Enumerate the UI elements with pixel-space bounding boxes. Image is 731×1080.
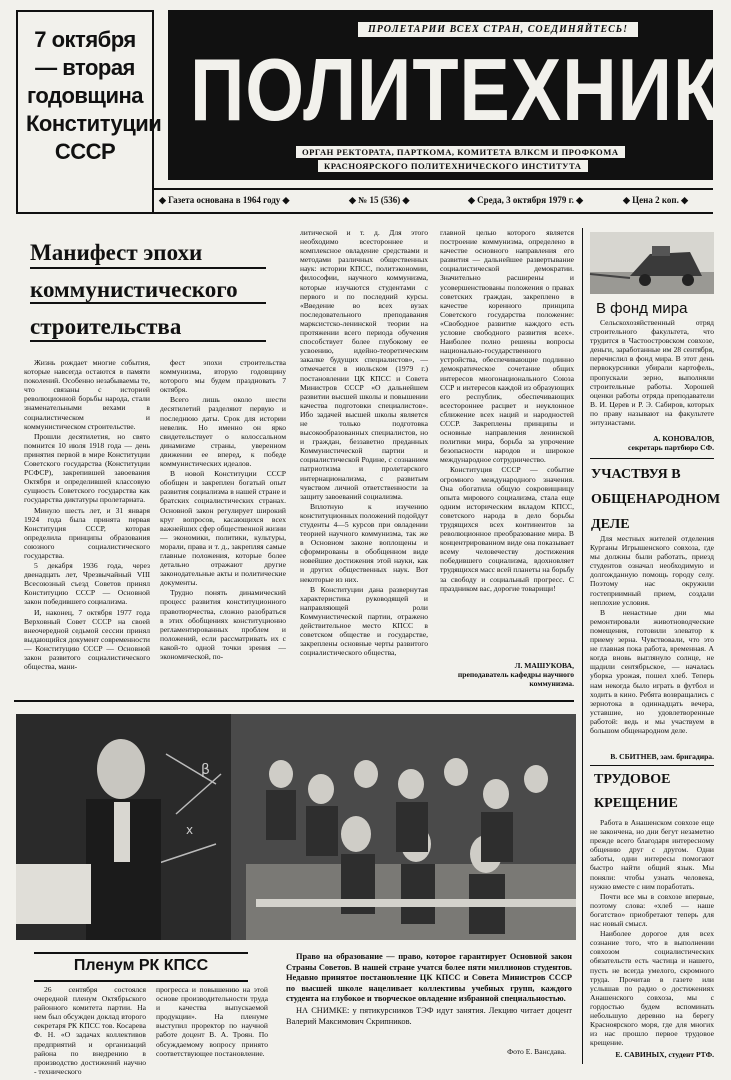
slogan: ПРОЛЕТАРИИ ВСЕХ СТРАН, СОЕДИНЯЙТЕСЬ! xyxy=(358,22,638,37)
infobar-bottom-rule xyxy=(153,212,713,214)
masthead xyxy=(168,10,720,180)
photo-caption-text: Право на образование — право, которое гарантирует Основной закон Страны Советов. В нашей стране учатся более пяти миллионов студентов. Недавно принятое постановление ЦК КПСС и Совета Министров СССР по высшей школе нацеливает коллективы учебных групп, каждого студента на глубокое и творческое овладение избранной специальностью. xyxy=(286,952,572,1004)
common-cause-paragraph: Для местных жителей отделения Курганы Игрышенского совхоза, где мы должны были работать, приезд студентов означал необходимую и долгожданную помощь городу селу. Поэтому нас окружили гостеприимный прием, создали неплохие условия. xyxy=(590,534,714,607)
issue-number: № 15 (536) xyxy=(358,195,401,205)
manifest-paragraph: главной целью которого является построение коммунизма, определено в качестве основного направления его развития — дальнейшее развертывание социалистической демократии. Значительно расширены и усовершенствованы положения о правах советских граждан, закреплено в качестве коренного принципа Советского государства положение: «Свободное развитие каждого есть условие свободного развития всех». Наиболее полно решены вопросы национально-государственного устройства, обеспечивающие подлинно демократическое сочетание общих интересов многонационального Союза ССР и интересов каждой из образующих его республик, обеспечивающих всестороннее расцвет и неуклонное сближение всех наций и народностей СССР. Закреплены принципы и основные направления ленинской политики мира, борьба за упрочение безопасности народов и широкое международное сотрудничество. xyxy=(440,228,574,465)
infobar: ◆ Газета основана в 1964 году ◆ ◆ № 15 (536) ◆ ◆ Среда, 3 октября 1979 г. ◆ ◆ Цена 2 коп. ◆ xyxy=(159,195,689,205)
organ-line-1: ОРГАН РЕКТОРАТА, ПАРТКОМА, КОМИТЕТА ВЛКСМ И ПРОФКОМА xyxy=(296,146,625,158)
plenum-paragraph: 26 сентября состоялся очередной пленум Октябрьского районного комитета партии. На нем был обсужден доклад второго секретаря РК КПСС тов. Косарева Ф. Н. «О задачах коллективов предприятий и организаций района по внедрению в производство достижений научно - технического xyxy=(34,985,146,1076)
photo-credit: Фото Е. Вансдава. xyxy=(507,1047,566,1056)
organ-line-2: КРАСНОЯРСКОГО ПОЛИТЕХНИЧЕСКОГО ИНСТИТУТА xyxy=(318,160,588,172)
common-cause-rule xyxy=(590,458,714,459)
right-column-separator xyxy=(582,228,583,1064)
labor-text xyxy=(590,818,714,1050)
newspaper-title: ПОЛИТЕХНИК xyxy=(190,40,720,139)
manifest-column-2 xyxy=(160,358,286,688)
manifest-paragraph: Минуло шесть лет, и 31 января 1924 года была принята первая Конституция СССР, которая определила принципы образования союзного социалистического государства. xyxy=(24,505,150,560)
photo-caption xyxy=(286,952,572,1060)
manifest-paragraph: Жизнь рождает многие события, которые навсегда остаются в памяти поколений. Особенно незабываемы те, что связаны с историей революционной борьбы народа, стали знаменательными вехами в социалистическом и коммунистическом строительстве. xyxy=(24,358,150,431)
founded-text: Газета основана в 1964 году xyxy=(168,195,281,205)
labor-rule xyxy=(590,765,714,766)
manifest-author xyxy=(440,661,574,688)
plenum-column-1 xyxy=(34,985,146,1076)
classroom-photo xyxy=(16,714,576,940)
harvester-photo xyxy=(590,232,714,294)
svg-text:x: x xyxy=(186,823,194,837)
peace-fund-author-role: секретарь партбюро СФ. xyxy=(627,443,714,452)
price-text: Цена 2 коп. xyxy=(632,195,679,205)
labor-heading: ТРУДОВОЕ КРЕЩЕНИЕ xyxy=(594,772,678,811)
manifest-paragraph: Прошли десятилетия, но свято помнится 10 июля 1918 года — день принятия первой в мире Конституции Советского государства (Конституции РСФСР), закрепившей завоевания Октября и определившей классовую сущность Советского государства как государства диктатуры пролетариата. xyxy=(24,431,150,505)
manifest-author-name: Л. МАШУКОВА, xyxy=(514,661,574,670)
manifest-paragraph: В Конституции дана развернутая характеристика руководящей и направляющей роли Коммунистической партии, отражено действительное место КПСС в советском обществе и государстве, закреплены основные черты развитого социалистического общества, xyxy=(300,584,428,658)
manifest-paragraph: литической и т. д. Для этого необходимо всестороннее и комплексное овладение средствами и методами различных общественных наук: истории КПСС, политэкономии, философии, научного коммунизма, которые изучаются студентами с первого и по последний курсы. «Введение во всех вузах последовательного преподавания марксистско-ленинской теории на протяжении всего периода обучения способствует более глубокому ее усвоению, идейно-теоретическим закалке будущих специалистов», — отмечается в июльском (1979 г.) постановлении ЦК КПСС и Совета Министров СССР «О дальнейшем развитии высшей школы и повышении качества подготовки специалистов». Ибо задачей высшей школы является не только подготовка высокообразованных специалистов, но и граждан, беззаветно преданных Коммунистической партии и социалистической Родине, с сознанием патриотизма и пролетарского интернационализма, с развитым чувством личной ответственности за защиту завоеваний социализма. xyxy=(300,228,428,501)
manifest-paragraph: Всего лишь около шести десятилетий разделяют первую и последнюю даты. Срок для истории невелик. Но именно он ярко свидетельствует о колоссальном динамизме страны, уверенном движении ее вперед, к победе коммунистических идеалов. xyxy=(160,395,286,469)
photo-top-rule xyxy=(14,700,574,702)
svg-text:β: β xyxy=(201,762,210,778)
plenum-heading-box xyxy=(34,952,248,982)
labor-paragraph: Работа в Анашенском совхозе еще не закончена, но дни бегут незаметно прежде всего благодаря интересному общению друг с другом. Одни заботы, одни интересы помогают быстро найти общий язык. Мы поняли: чтобы узнать человека, нужно вместе с ним поработать. xyxy=(590,818,714,891)
manifest-paragraph: И, наконец, 7 октября 1977 года Верховный Совет СССР на своей внеочередной седьмой сессии принял выдающийся документ современности — Конституцию СССР — Основной закон развитого социалистического общества, мани- xyxy=(24,607,150,672)
common-cause-paragraph: В ненастные дни мы ремонтировали животноводческие помещения, готовили элеватор к приему зерна. Чувствовали, что это не главная пока работа, временная. А когда вновь выглянуло солнце, не щадили сентябрьское, — началась уборка урожая, пошел хлеб. Теперь нам некогда было играть в футбол и ходить в кино. Ребята возвращались с зернотока в одиннадцать вечера, уставшие, но удовлетворенные работой: ведь и мы участвуем в большом общенародном деле. xyxy=(590,607,714,735)
manifest-paragraph: фест эпохи строительства коммунизма, вторую годовщину которого мы будем праздновать 7 октября. xyxy=(160,358,286,395)
common-cause-author: В. СБИТНЕВ, зам. бригадира. xyxy=(610,752,714,761)
manifest-paragraph: Трудно понять динамический процесс развития конституционного правотворчества, сложно разобраться в этих обобщениях конституционно регламентированных проблем и положений, если рассматривать их с какой-то одной точки зрения — экономической, по- xyxy=(160,588,286,661)
peace-fund-paragraph: Сельскохозяйственный отряд строительного факультета, что трудится в Частоостровском совхозе, деньги, заработанные им 28 сентября, перечислил в фонд мира. В этот день первокурсники убирали картофель, пропускали зерно, выполняли строительные работы. Хорошей оценки работы отряда преподаватели В. И. Церев и Р. Э. Сабиров, которых по праву называют на факультете энтузиастами. xyxy=(590,318,714,428)
peace-fund-author-name: А. КОНОВАЛОВ, xyxy=(653,434,714,443)
common-cause-heading: УЧАСТВУЯ В ОБЩЕНАРОДНОМ ДЕЛЕ xyxy=(591,467,721,532)
manifest-author-role: преподаватель кафедры научного коммунизма. xyxy=(457,670,574,688)
manifest-paragraph: Вплотную к изучению конституционных положений подойдут студенты 4—5 курсов при овладении теорией научного коммунизма, так же в Основном законе воплощены и сформированы в обобщенном виде новейшие достижения этой науки, как и других общественных наук. Вот некоторые из них. xyxy=(300,501,428,584)
manifest-column-3 xyxy=(300,228,428,688)
harvester-illustration xyxy=(590,232,714,294)
manifest-column-4 xyxy=(440,228,574,653)
anniversary-text: 7 октября— вторая годовщина Конституции СССР xyxy=(26,27,162,164)
labor-paragraph: Почти все мы в совхозе впервые, поэтому слова: «хлеб — наше богатство» приобретают теперь для нас новый смысл. xyxy=(590,891,714,929)
issue-date: Среда, 3 октября 1979 г. xyxy=(477,195,574,205)
peace-fund-author xyxy=(590,434,714,452)
photo-caption-note: НА СНИМКЕ: у пятикурсников ТЭФ идут занятия. Лекцию читает доцент Валерий Максимович Скрипников. xyxy=(286,1005,572,1026)
manifest-column-1 xyxy=(24,358,150,688)
peace-fund-text xyxy=(590,318,714,438)
infobar-top-rule xyxy=(153,188,713,190)
plenum-heading: Пленум РК КПСС xyxy=(73,957,209,974)
manifest-paragraph: Конституция СССР — событие огромного международного значения. Она обогатила общую сокровищницу опыта мирового социализма, стала еще одним историческим вкладом КПСС, советского народа в дело борьбы трудящихся всех континентов за революционное преобразование мира. В концентрированном виде она показывает всему человечеству достижения победившего социализма, вдохновляет трудящихся масс всей планеты на борьбу за свободу и социальный прогресс. С праздником вас, дорогие товарищи! xyxy=(440,465,574,593)
labor-author: Е. САВИНЫХ, студент РТФ. xyxy=(615,1050,714,1059)
labor-paragraph: Наиболее дорогое для всех сознание того, что в выполнении совхозом социалистических обязательств есть частица и нашего, пусть не всегда умелого, скромного труда. Прочитав в газете или услышав по радио о достижениях Анашенского совхоза, мы с гордостью будем вспоминать небольшую деревню на берегу Красноярского моря, где для многих из нас прошло первое трудовое крещение. xyxy=(590,929,714,1048)
manifest-paragraph: В новой Конституции СССР обобщен и закреплен богатый опыт развития социализма в нашей стране и братских социалистических странах. Основной закон регулирует широкий круг вопросов, касающихся всех важнейших сфер общественной жизни — экономики, политики, культуры, морали, права и т. д., закрепляя самые главные положения, которые более детально отражают другие законодательные акты и политические документы. xyxy=(160,469,286,588)
anniversary-box xyxy=(16,10,162,214)
manifest-paragraph: 5 декабря 1936 года, через двенадцать лет, Чрезвычайный VIII Всесоюзный съезд Советов принял Конституцию СССР — Основной закон победившего социализма. xyxy=(24,561,150,607)
plenum-paragraph: прогресса и повышению на этой основе производительности труда и качества выпускаемой продукции». На пленуме выступил проректор по научной работе доцент В. А. Троян. По обсуждаемому вопросу принято соответствующее постановление. xyxy=(156,985,268,1058)
classroom-illustration xyxy=(16,714,576,940)
plenum-column-2 xyxy=(156,985,268,1065)
manifest-heading: Манифест эпохи коммунистического строительства xyxy=(30,240,238,339)
common-cause-text xyxy=(590,534,714,748)
peace-fund-heading: В фонд мира xyxy=(596,300,688,317)
